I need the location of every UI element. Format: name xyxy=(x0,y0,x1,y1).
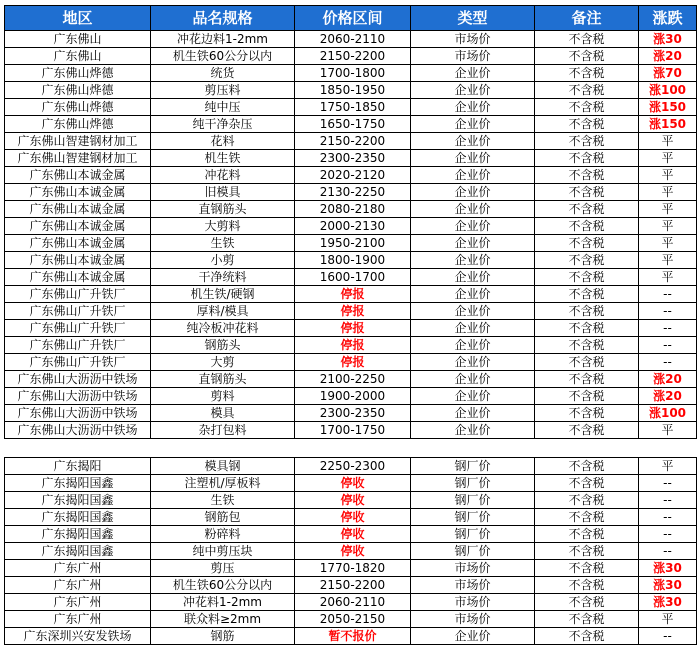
section-1-body xyxy=(5,31,697,439)
cell-price: 停报 xyxy=(295,337,411,354)
cell-price: 停收 xyxy=(295,492,411,509)
cell-region: 广东揭阳国鑫 xyxy=(5,526,151,543)
table-row xyxy=(5,422,697,439)
cell-type: 企业价 xyxy=(411,320,535,337)
cell-product: 生铁 xyxy=(151,235,295,252)
cell-region: 广东佛山大沥沥中铁场 xyxy=(5,422,151,439)
cell-price: 1800-1900 xyxy=(295,252,411,269)
cell-type: 企业价 xyxy=(411,303,535,320)
cell-change: 涨30 xyxy=(639,594,697,611)
cell-type: 企业价 xyxy=(411,167,535,184)
cell-price: 停收 xyxy=(295,475,411,492)
table-row xyxy=(5,458,697,475)
cell-product: 纯冷板冲花料 xyxy=(151,320,295,337)
cell-note: 不含税 xyxy=(535,167,639,184)
cell-change: -- xyxy=(639,509,697,526)
table-row xyxy=(5,82,697,99)
cell-product: 直钢筋头 xyxy=(151,371,295,388)
table-row xyxy=(5,269,697,286)
cell-price: 2300-2350 xyxy=(295,405,411,422)
cell-change: 涨20 xyxy=(639,388,697,405)
cell-type: 企业价 xyxy=(411,133,535,150)
cell-region: 广东广州 xyxy=(5,594,151,611)
cell-change: 涨100 xyxy=(639,82,697,99)
cell-product: 旧模具 xyxy=(151,184,295,201)
table-row xyxy=(5,65,697,82)
cell-type: 市场价 xyxy=(411,577,535,594)
cell-price: 停报 xyxy=(295,303,411,320)
table-row xyxy=(5,475,697,492)
cell-price: 2130-2250 xyxy=(295,184,411,201)
cell-region: 广东广州 xyxy=(5,577,151,594)
cell-note: 不含税 xyxy=(535,303,639,320)
cell-product: 机生铁 xyxy=(151,150,295,167)
cell-region: 广东揭阳国鑫 xyxy=(5,543,151,560)
cell-change: -- xyxy=(639,628,697,645)
cell-region: 广东佛山广升铁厂 xyxy=(5,354,151,371)
cell-note: 不含税 xyxy=(535,526,639,543)
cell-note: 不含税 xyxy=(535,611,639,628)
cell-region: 广东佛山烨德 xyxy=(5,65,151,82)
cell-price: 2060-2110 xyxy=(295,594,411,611)
cell-change: 平 xyxy=(639,235,697,252)
cell-product: 注塑机/厚板料 xyxy=(151,475,295,492)
cell-type: 企业价 xyxy=(411,150,535,167)
table-row xyxy=(5,167,697,184)
cell-type: 钢厂价 xyxy=(411,543,535,560)
table-row xyxy=(5,337,697,354)
cell-price: 2300-2350 xyxy=(295,150,411,167)
section-2-body xyxy=(5,458,697,645)
cell-note: 不含税 xyxy=(535,475,639,492)
cell-region: 广东佛山本诚金属 xyxy=(5,218,151,235)
cell-note: 不含税 xyxy=(535,354,639,371)
cell-type: 钢厂价 xyxy=(411,509,535,526)
cell-product: 干净统料 xyxy=(151,269,295,286)
cell-product: 小剪 xyxy=(151,252,295,269)
cell-product: 直钢筋头 xyxy=(151,201,295,218)
table-row xyxy=(5,509,697,526)
cell-type: 钢厂价 xyxy=(411,526,535,543)
header-price: 价格区间 xyxy=(295,6,411,31)
cell-product: 纯中剪压块 xyxy=(151,543,295,560)
cell-product: 钢筋头 xyxy=(151,337,295,354)
cell-region: 广东佛山大沥沥中铁场 xyxy=(5,371,151,388)
table-row xyxy=(5,116,697,133)
cell-product: 生铁 xyxy=(151,492,295,509)
cell-region: 广东佛山本诚金属 xyxy=(5,252,151,269)
header-product: 品名规格 xyxy=(151,6,295,31)
cell-region: 广东深圳兴安发铁场 xyxy=(5,628,151,645)
cell-change: 平 xyxy=(639,167,697,184)
table-row xyxy=(5,371,697,388)
cell-note: 不含税 xyxy=(535,422,639,439)
table-row xyxy=(5,150,697,167)
cell-note: 不含税 xyxy=(535,218,639,235)
cell-note: 不含税 xyxy=(535,388,639,405)
cell-type: 企业价 xyxy=(411,235,535,252)
cell-note: 不含税 xyxy=(535,628,639,645)
table-row xyxy=(5,286,697,303)
cell-note: 不含税 xyxy=(535,150,639,167)
cell-price: 停报 xyxy=(295,320,411,337)
cell-change: 涨70 xyxy=(639,65,697,82)
cell-change: -- xyxy=(639,475,697,492)
cell-price: 1600-1700 xyxy=(295,269,411,286)
cell-note: 不含税 xyxy=(535,201,639,218)
cell-region: 广东佛山本诚金属 xyxy=(5,201,151,218)
table-row xyxy=(5,133,697,150)
header-change: 涨跌 xyxy=(639,6,697,31)
table-row xyxy=(5,594,697,611)
cell-note: 不含税 xyxy=(535,492,639,509)
cell-note: 不含税 xyxy=(535,371,639,388)
cell-price: 1770-1820 xyxy=(295,560,411,577)
cell-price: 1650-1750 xyxy=(295,116,411,133)
cell-change: 平 xyxy=(639,458,697,475)
price-table-main xyxy=(4,5,697,439)
cell-region: 广东佛山智建钢材加工 xyxy=(5,150,151,167)
cell-note: 不含税 xyxy=(535,286,639,303)
cell-type: 企业价 xyxy=(411,65,535,82)
header-region: 地区 xyxy=(5,6,151,31)
cell-product: 剪压 xyxy=(151,560,295,577)
cell-type: 钢厂价 xyxy=(411,492,535,509)
price-table-secondary xyxy=(4,457,697,645)
cell-price: 1850-1950 xyxy=(295,82,411,99)
cell-product: 冲花料 xyxy=(151,167,295,184)
cell-region: 广东佛山 xyxy=(5,31,151,48)
cell-note: 不含税 xyxy=(535,543,639,560)
cell-type: 企业价 xyxy=(411,371,535,388)
cell-region: 广东佛山广升铁厂 xyxy=(5,303,151,320)
cell-product: 大剪 xyxy=(151,354,295,371)
cell-type: 企业价 xyxy=(411,269,535,286)
cell-note: 不含税 xyxy=(535,577,639,594)
cell-change: -- xyxy=(639,492,697,509)
cell-note: 不含税 xyxy=(535,133,639,150)
cell-change: 涨20 xyxy=(639,48,697,65)
cell-price: 停报 xyxy=(295,354,411,371)
cell-price: 1700-1750 xyxy=(295,422,411,439)
table-row xyxy=(5,405,697,422)
cell-note: 不含税 xyxy=(535,458,639,475)
cell-type: 企业价 xyxy=(411,337,535,354)
cell-note: 不含税 xyxy=(535,184,639,201)
cell-type: 企业价 xyxy=(411,201,535,218)
cell-product: 钢筋包 xyxy=(151,509,295,526)
cell-price: 停收 xyxy=(295,543,411,560)
cell-price: 暂不报价 xyxy=(295,628,411,645)
cell-region: 广东佛山广升铁厂 xyxy=(5,286,151,303)
cell-note: 不含税 xyxy=(535,320,639,337)
table-row xyxy=(5,492,697,509)
cell-type: 企业价 xyxy=(411,252,535,269)
cell-region: 广东佛山智建钢材加工 xyxy=(5,133,151,150)
cell-price: 2150-2200 xyxy=(295,48,411,65)
cell-change: -- xyxy=(639,543,697,560)
cell-note: 不含税 xyxy=(535,48,639,65)
table-row xyxy=(5,354,697,371)
cell-change: -- xyxy=(639,320,697,337)
cell-price: 1950-2100 xyxy=(295,235,411,252)
cell-product: 冲花边料1-2mm xyxy=(151,31,295,48)
cell-product: 粉碎料 xyxy=(151,526,295,543)
cell-note: 不含税 xyxy=(535,252,639,269)
table-row xyxy=(5,303,697,320)
cell-product: 统货 xyxy=(151,65,295,82)
cell-note: 不含税 xyxy=(535,269,639,286)
cell-product: 杂打包料 xyxy=(151,422,295,439)
cell-price: 1750-1850 xyxy=(295,99,411,116)
cell-region: 广东佛山广升铁厂 xyxy=(5,337,151,354)
cell-product: 剪料 xyxy=(151,388,295,405)
cell-region: 广东佛山 xyxy=(5,48,151,65)
cell-type: 企业价 xyxy=(411,628,535,645)
cell-note: 不含税 xyxy=(535,65,639,82)
table-header-row xyxy=(5,6,697,31)
cell-note: 不含税 xyxy=(535,405,639,422)
cell-region: 广东佛山广升铁厂 xyxy=(5,320,151,337)
cell-change: 涨30 xyxy=(639,560,697,577)
cell-region: 广东佛山本诚金属 xyxy=(5,235,151,252)
cell-price: 2020-2120 xyxy=(295,167,411,184)
cell-type: 市场价 xyxy=(411,594,535,611)
cell-type: 市场价 xyxy=(411,31,535,48)
cell-type: 企业价 xyxy=(411,422,535,439)
table-row xyxy=(5,611,697,628)
cell-price: 停收 xyxy=(295,526,411,543)
cell-product: 钢筋 xyxy=(151,628,295,645)
table-row xyxy=(5,628,697,645)
cell-price: 2060-2110 xyxy=(295,31,411,48)
cell-region: 广东佛山烨德 xyxy=(5,82,151,99)
cell-note: 不含税 xyxy=(535,509,639,526)
cell-type: 企业价 xyxy=(411,99,535,116)
cell-region: 广东佛山本诚金属 xyxy=(5,184,151,201)
table-row xyxy=(5,31,697,48)
cell-product: 机生铁60公分以内 xyxy=(151,577,295,594)
cell-region: 广东佛山大沥沥中铁场 xyxy=(5,405,151,422)
cell-change: -- xyxy=(639,526,697,543)
table-row xyxy=(5,543,697,560)
cell-region: 广东揭阳国鑫 xyxy=(5,492,151,509)
cell-change: 涨20 xyxy=(639,371,697,388)
cell-price: 2080-2180 xyxy=(295,201,411,218)
cell-change: 涨150 xyxy=(639,116,697,133)
table-row xyxy=(5,577,697,594)
cell-price: 停报 xyxy=(295,286,411,303)
cell-change: -- xyxy=(639,286,697,303)
cell-change: 涨30 xyxy=(639,31,697,48)
cell-product: 纯中压 xyxy=(151,99,295,116)
cell-change: 平 xyxy=(639,422,697,439)
cell-change: -- xyxy=(639,337,697,354)
cell-region: 广东佛山大沥沥中铁场 xyxy=(5,388,151,405)
cell-note: 不含税 xyxy=(535,31,639,48)
cell-type: 企业价 xyxy=(411,286,535,303)
cell-note: 不含税 xyxy=(535,594,639,611)
table-row xyxy=(5,218,697,235)
cell-type: 市场价 xyxy=(411,560,535,577)
cell-note: 不含税 xyxy=(535,82,639,99)
table-row xyxy=(5,252,697,269)
cell-product: 大剪料 xyxy=(151,218,295,235)
cell-price: 1900-2000 xyxy=(295,388,411,405)
cell-change: -- xyxy=(639,354,697,371)
cell-region: 广东揭阳 xyxy=(5,458,151,475)
cell-change: 涨30 xyxy=(639,577,697,594)
cell-change: 平 xyxy=(639,133,697,150)
cell-type: 企业价 xyxy=(411,354,535,371)
cell-type: 钢厂价 xyxy=(411,475,535,492)
cell-product: 模具钢 xyxy=(151,458,295,475)
cell-region: 广东广州 xyxy=(5,611,151,628)
table-row xyxy=(5,184,697,201)
cell-product: 纯干净杂压 xyxy=(151,116,295,133)
cell-product: 模具 xyxy=(151,405,295,422)
cell-price: 2050-2150 xyxy=(295,611,411,628)
cell-change: 平 xyxy=(639,611,697,628)
table-row xyxy=(5,526,697,543)
cell-price: 2250-2300 xyxy=(295,458,411,475)
cell-product: 联众料≥2mm xyxy=(151,611,295,628)
cell-region: 广东佛山本诚金属 xyxy=(5,167,151,184)
cell-price: 停收 xyxy=(295,509,411,526)
cell-type: 企业价 xyxy=(411,82,535,99)
table-row xyxy=(5,560,697,577)
cell-change: 平 xyxy=(639,269,697,286)
cell-type: 钢厂价 xyxy=(411,458,535,475)
cell-region: 广东佛山本诚金属 xyxy=(5,269,151,286)
cell-note: 不含税 xyxy=(535,560,639,577)
cell-product: 机生铁60公分以内 xyxy=(151,48,295,65)
cell-change: 平 xyxy=(639,201,697,218)
table-row xyxy=(5,320,697,337)
cell-change: 平 xyxy=(639,218,697,235)
cell-product: 花料 xyxy=(151,133,295,150)
cell-region: 广东揭阳国鑫 xyxy=(5,509,151,526)
cell-note: 不含税 xyxy=(535,337,639,354)
cell-change: 平 xyxy=(639,150,697,167)
cell-type: 企业价 xyxy=(411,184,535,201)
cell-region: 广东揭阳国鑫 xyxy=(5,475,151,492)
cell-type: 企业价 xyxy=(411,116,535,133)
table-row xyxy=(5,99,697,116)
cell-price: 1700-1800 xyxy=(295,65,411,82)
cell-type: 企业价 xyxy=(411,405,535,422)
cell-type: 企业价 xyxy=(411,218,535,235)
cell-region: 广东佛山烨德 xyxy=(5,116,151,133)
cell-region: 广东广州 xyxy=(5,560,151,577)
cell-type: 市场价 xyxy=(411,48,535,65)
cell-note: 不含税 xyxy=(535,99,639,116)
header-note: 备注 xyxy=(535,6,639,31)
cell-product: 剪压料 xyxy=(151,82,295,99)
cell-price: 2150-2200 xyxy=(295,577,411,594)
cell-change: 涨150 xyxy=(639,99,697,116)
cell-product: 机生铁/硬钢 xyxy=(151,286,295,303)
cell-note: 不含税 xyxy=(535,235,639,252)
cell-product: 冲花料1-2mm xyxy=(151,594,295,611)
cell-region: 广东佛山烨德 xyxy=(5,99,151,116)
cell-change: 平 xyxy=(639,184,697,201)
cell-change: -- xyxy=(639,303,697,320)
cell-price: 2150-2200 xyxy=(295,133,411,150)
cell-price: 2000-2130 xyxy=(295,218,411,235)
cell-change: 平 xyxy=(639,252,697,269)
cell-type: 市场价 xyxy=(411,611,535,628)
cell-change: 涨100 xyxy=(639,405,697,422)
cell-product: 厚料/模具 xyxy=(151,303,295,320)
cell-type: 企业价 xyxy=(411,388,535,405)
cell-price: 2100-2250 xyxy=(295,371,411,388)
table-row xyxy=(5,48,697,65)
table-row xyxy=(5,201,697,218)
cell-note: 不含税 xyxy=(535,116,639,133)
table-row xyxy=(5,388,697,405)
table-row xyxy=(5,235,697,252)
header-type: 类型 xyxy=(411,6,535,31)
